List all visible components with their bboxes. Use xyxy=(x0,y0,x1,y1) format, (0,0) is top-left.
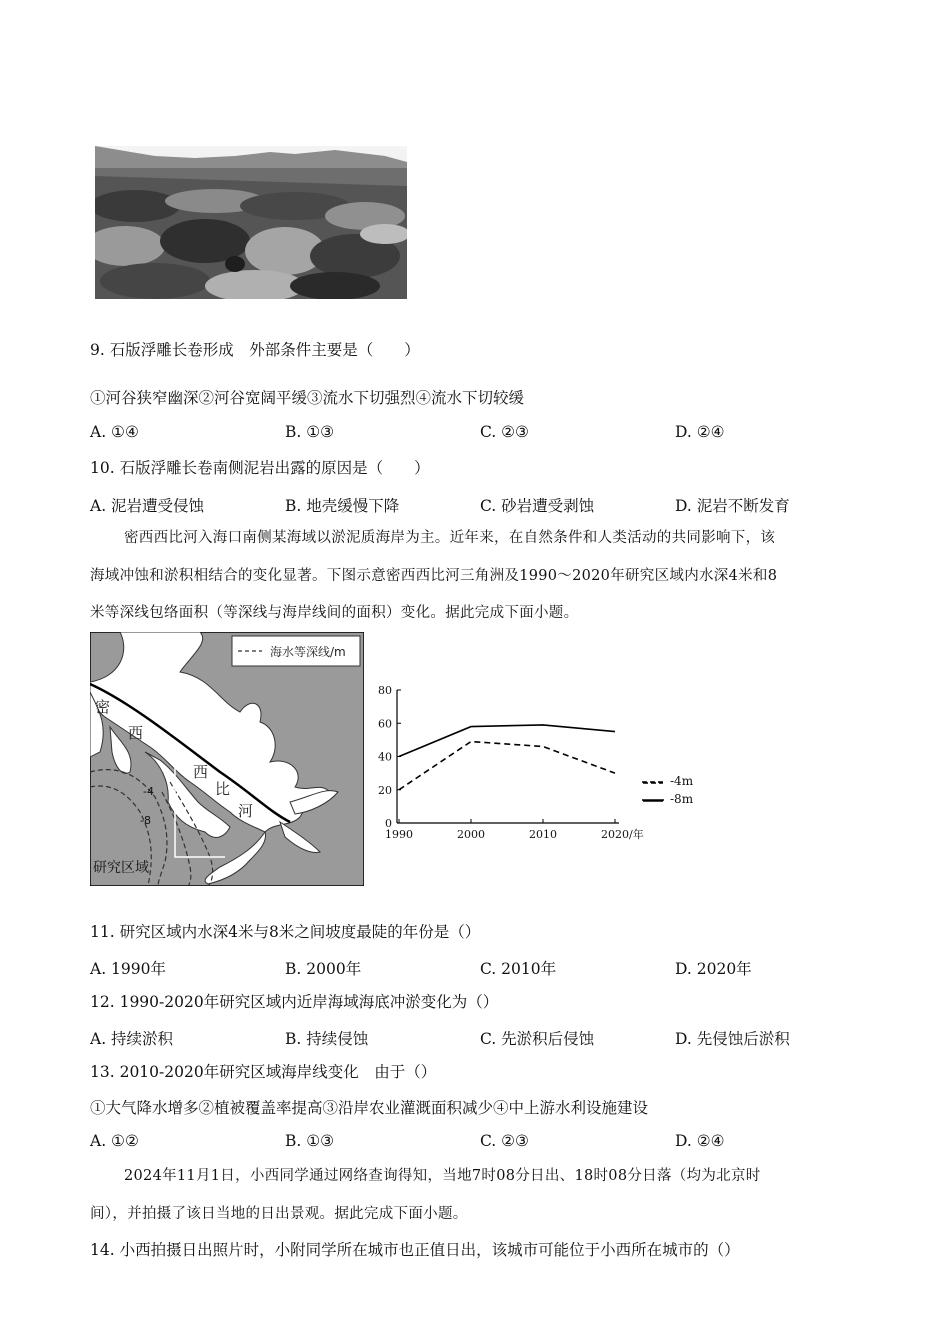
q12-option-b[interactable]: B. 持续侵蚀 xyxy=(285,1030,369,1048)
delta-map xyxy=(90,632,364,886)
series-line-8m xyxy=(399,725,615,757)
passage1-line2: 海域冲蚀和淤积相结合的变化显著。下图示意密西西比河三角洲及1990～2020年研究区域内水深4米和8 xyxy=(90,568,778,584)
q12-option-c[interactable]: C. 先淤积后侵蚀 xyxy=(480,1030,595,1048)
q12-option-a[interactable]: A. 持续淤积 xyxy=(90,1030,174,1048)
passage2-line1: 2024年11月1日，小西同学通过网络查询得知，当地7时08分日出、18时08分日落（均为北京时 xyxy=(124,1168,761,1184)
map-legend: 海水等深线/m xyxy=(270,645,346,659)
q11-option-a[interactable]: A. 1990年 xyxy=(90,960,166,978)
map-label-bi: 比 xyxy=(215,780,231,798)
q11-option-b[interactable]: B. 2000年 xyxy=(285,960,362,978)
q10-option-c[interactable]: C. 砂岩遭受剥蚀 xyxy=(480,497,595,515)
q9-conditions: ①河谷狭窄幽深②河谷宽阔平缓③流水下切强烈④流水下切较缓 xyxy=(90,389,525,407)
legend-label-4m: -4m xyxy=(670,774,694,788)
y-tick-label: 60 xyxy=(378,717,392,731)
q14-stem: 14. 小西拍摄日出照片时，小附同学所在城市也正值日出，该城市可能位于小西所在城市的（） xyxy=(90,1241,740,1259)
q10-stem: 10. 石版浮雕长卷南侧泥岩出露的原因是（ ） xyxy=(90,459,430,477)
q11-option-d[interactable]: D. 2020年 xyxy=(675,960,752,978)
q13-conditions: ①大气降水增多②植被覆盖率提高③沿岸农业灌溉面积减少④中上游水利设施建设 xyxy=(90,1099,649,1117)
x-tick-label: 2010 xyxy=(529,828,557,841)
q12-option-d[interactable]: D. 先侵蚀后淤积 xyxy=(675,1030,790,1048)
y-tick-label: 20 xyxy=(378,783,392,797)
map-label-xi2: 西 xyxy=(193,763,209,781)
y-tick-label: 0 xyxy=(385,817,392,830)
passage2-line2: 间），并拍摄了该日当地的日出景观。据此完成下面小题。 xyxy=(90,1206,468,1222)
q13-option-b[interactable]: B. ①③ xyxy=(285,1132,335,1150)
legend-swatches xyxy=(640,774,668,814)
q10-option-a[interactable]: A. 泥岩遭受侵蚀 xyxy=(90,497,205,515)
map-depth-8: -8 xyxy=(140,814,151,827)
passage1-line3: 米等深线包络面积（等深线与海岸线间的面积）变化。据此完成下面小题。 xyxy=(90,605,579,621)
x-tick-label: 2000 xyxy=(457,828,485,841)
x-tick-label: 2020 xyxy=(601,828,629,841)
q9-stem: 9. 石版浮雕长卷形成 外部条件主要是（ ） xyxy=(90,341,420,359)
map-depth-4: -4 xyxy=(143,785,154,798)
map-label-xi1: 西 xyxy=(128,724,144,742)
q9-option-b[interactable]: B. ①③ xyxy=(285,423,335,441)
x-unit-label: /年 xyxy=(629,828,644,841)
q10-option-d[interactable]: D. 泥岩不断发育 xyxy=(675,497,790,515)
q13-stem: 13. 2010-2020年研究区域海岸线变化 由于（） xyxy=(90,1063,437,1081)
y-tick-label: 80 xyxy=(378,684,392,697)
q13-option-d[interactable]: D. ②④ xyxy=(675,1132,725,1150)
rock-relief-photo xyxy=(95,146,407,299)
legend-label-8m: -8m xyxy=(670,792,694,806)
q13-option-c[interactable]: C. ②③ xyxy=(480,1132,529,1150)
series-line-4m xyxy=(399,742,615,790)
area-line-chart xyxy=(365,680,665,850)
q11-option-c[interactable]: C. 2010年 xyxy=(480,960,557,978)
q9-option-d[interactable]: D. ②④ xyxy=(675,423,725,441)
passage1-line1: 密西西比河入海口南侧某海域以淤泥质海岸为主。近年来，在自然条件和人类活动的共同影响下，该 xyxy=(124,530,776,546)
q10-option-b[interactable]: B. 地壳缓慢下降 xyxy=(285,497,400,515)
q12-stem: 12. 1990-2020年研究区域内近岸海域海底冲淤变化为（） xyxy=(90,993,499,1011)
map-region-label: 研究区域 xyxy=(93,860,149,876)
q9-option-c[interactable]: C. ②③ xyxy=(480,423,529,441)
map-label-mi: 密 xyxy=(95,698,111,716)
y-tick-label: 40 xyxy=(378,750,392,764)
q11-stem: 11. 研究区域内水深4米与8米之间坡度最陡的年份是（） xyxy=(90,923,481,941)
q13-option-a[interactable]: A. ①② xyxy=(90,1132,139,1150)
x-tick-label: 1990 xyxy=(385,828,413,841)
map-label-he: 河 xyxy=(238,802,254,820)
q9-option-a[interactable]: A. ①④ xyxy=(90,423,139,441)
